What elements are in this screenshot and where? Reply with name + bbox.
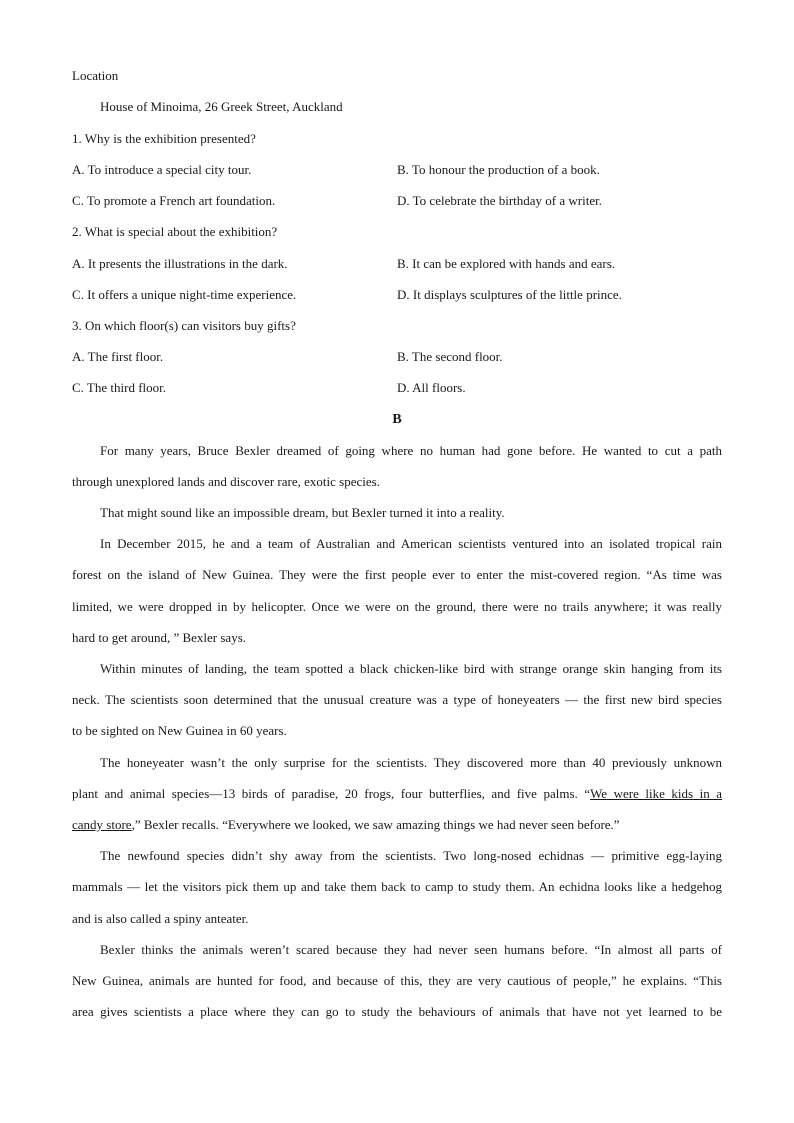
q1-option-c: C. To promote a French art foundation. bbox=[72, 193, 276, 208]
passage-line: limited, we were dropped in by helicopter. Once we were on the ground, there were no trails anywhere; it was really bbox=[72, 599, 722, 614]
passage-line: In December 2015, he and a team of Australian and American scientists ventured into an isolated tropical rain bbox=[100, 536, 722, 551]
passage-line: hard to get around, ” Bexler says. bbox=[72, 630, 247, 645]
q2-option-c: C. It offers a unique night-time experience. bbox=[72, 287, 297, 302]
quote-open-mark: “ bbox=[584, 786, 591, 801]
underlined-phrase-part-2: candy store bbox=[72, 817, 132, 832]
passage-line: through unexplored lands and discover rare, exotic species. bbox=[72, 474, 380, 489]
passage-line: The newfound species didn’t shy away from the scientists. Two long-nosed echidnas — primitive egg-laying bbox=[100, 848, 722, 863]
passage-line bbox=[72, 816, 620, 834]
passage-line bbox=[72, 785, 722, 803]
q1-option-a: A. To introduce a special city tour. bbox=[72, 162, 252, 177]
passage-line: The honeyeater wasn’t the only surprise for the scientists. They discovered more than 40 previously unknown bbox=[100, 755, 722, 770]
location-address: House of Minoima, 26 Greek Street, Auckland bbox=[100, 99, 343, 114]
passage-line: Within minutes of landing, the team spotted a black chicken-like bird with strange orange skin hanging from its bbox=[100, 661, 722, 676]
passage-text: plant and animal species—13 birds of paradise, 20 frogs, four butterflies, and five palms. bbox=[72, 786, 578, 801]
passage-line: That might sound like an impossible dream, but Bexler turned it into a reality. bbox=[100, 505, 505, 520]
passage-line: New Guinea, animals are hunted for food, and because of this, they are very cautious of people,” he explains. “This bbox=[72, 973, 722, 988]
passage-line: For many years, Bruce Bexler dreamed of going where no human had gone before. He wanted to cut a path bbox=[100, 443, 722, 458]
q3-option-d: D. All floors. bbox=[397, 380, 466, 395]
location-label: Location bbox=[72, 68, 119, 83]
question-1: 1. Why is the exhibition presented? bbox=[72, 131, 256, 146]
question-3: 3. On which floor(s) can visitors buy gifts? bbox=[72, 318, 296, 333]
q3-option-b: B. The second floor. bbox=[397, 349, 503, 364]
underlined-phrase-part-1: We were like kids in a bbox=[590, 786, 723, 801]
passage-line: Bexler thinks the animals weren’t scared because they had never seen humans before. “In almost all parts of bbox=[100, 942, 722, 957]
q2-option-a: A. It presents the illustrations in the dark. bbox=[72, 256, 288, 271]
passage-line: and is also called a spiny anteater. bbox=[72, 911, 249, 926]
q3-option-a: A. The first floor. bbox=[72, 349, 164, 364]
q2-option-b: B. It can be explored with hands and ears. bbox=[397, 256, 616, 271]
passage-line: area gives scientists a place where they can go to study the behaviours of animals that have not yet learned to be bbox=[72, 1004, 722, 1019]
q1-option-b: B. To honour the production of a book. bbox=[397, 162, 600, 177]
passage-text: ,” Bexler recalls. “Everywhere we looked, we saw amazing things we had never seen before.” bbox=[131, 817, 620, 832]
q2-option-d: D. It displays sculptures of the little prince. bbox=[397, 287, 622, 302]
passage-line: forest on the island of New Guinea. They were the first people ever to enter the mist-covered region. “As time was bbox=[72, 567, 722, 582]
passage-line: neck. The scientists soon determined that the unusual creature was a type of honeyeaters — the first new bird species bbox=[72, 692, 722, 707]
passage-line: to be sighted on New Guinea in 60 years. bbox=[72, 723, 287, 738]
passage-line: mammals — let the visitors pick them up and take them back to camp to study them. An echidna looks like a hedgehog bbox=[72, 879, 722, 894]
question-2: 2. What is special about the exhibition? bbox=[72, 224, 278, 239]
q3-option-c: C. The third floor. bbox=[72, 380, 167, 395]
section-heading: B bbox=[392, 412, 402, 427]
q1-option-d: D. To celebrate the birthday of a writer. bbox=[397, 193, 602, 208]
